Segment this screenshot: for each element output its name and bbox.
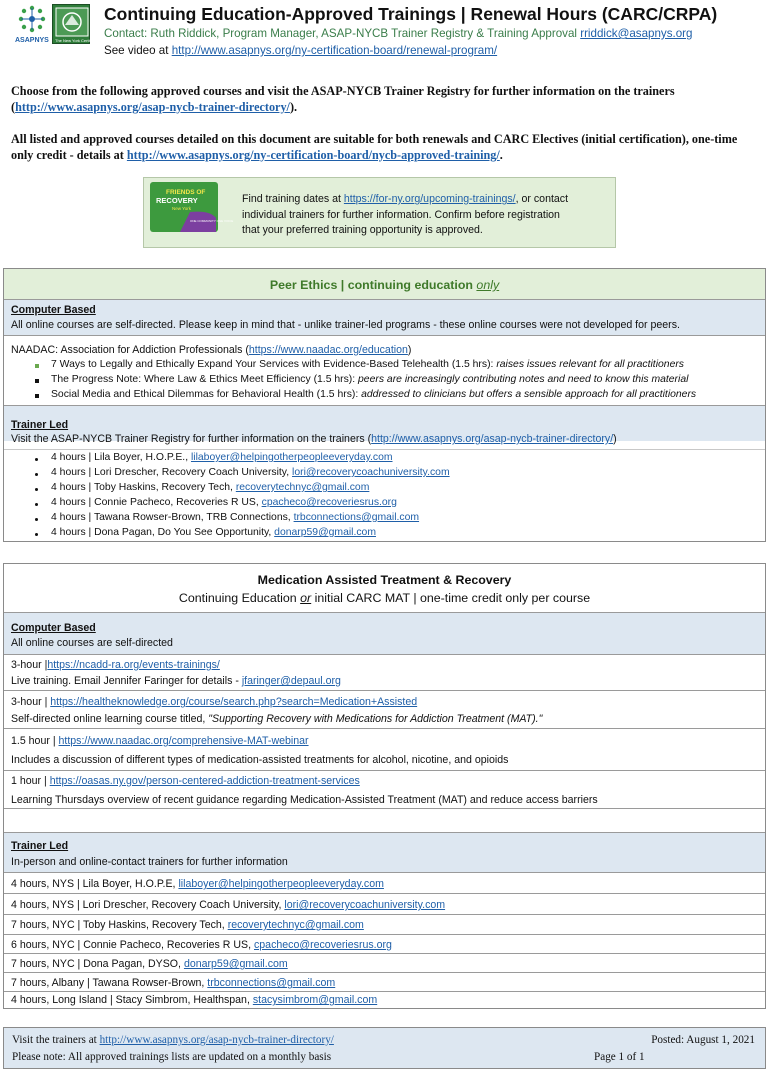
approved-training-link[interactable]: http://www.asapnys.org/ny-certification-board/nycb-approved-training/ bbox=[126, 148, 500, 162]
callout-line-1-suffix: , or contact bbox=[515, 193, 569, 205]
bullet-icon bbox=[35, 394, 39, 398]
mat-course-link-line bbox=[11, 696, 417, 708]
callout-line-3: that your preferred training opportunity is approved. bbox=[242, 224, 483, 236]
mat-course-hours: 3-hour | bbox=[11, 659, 48, 671]
mat-course-hours: 1.5 hour | bbox=[11, 735, 59, 747]
bullet-icon bbox=[35, 473, 38, 476]
mat-course-row bbox=[4, 690, 765, 728]
mat-subtitle-rest: initial CARC MAT | one-time credit only per course bbox=[311, 591, 591, 605]
trainer-email-link[interactable]: lori@recoverycoachuniversity.com bbox=[292, 467, 450, 478]
bullet-icon bbox=[35, 458, 38, 461]
ethics-trainer-item bbox=[51, 497, 397, 508]
contact-email-link[interactable]: rriddick@asapnys.org bbox=[580, 27, 693, 40]
trainer-text: 4 hours | Tawana Rowser-Brown, TRB Connections, bbox=[51, 512, 294, 523]
svg-text:FRIENDS OF: FRIENDS OF bbox=[166, 189, 206, 196]
for-ny-trainings-link[interactable]: https://for-ny.org/upcoming-trainings/ bbox=[343, 193, 516, 205]
callout-line-2: individual trainers for further information. Confirm before registration bbox=[242, 208, 560, 221]
video-link[interactable]: http://www.asapnys.org/ny-certification-board/renewal-program/ bbox=[171, 44, 498, 57]
mat-course-desc bbox=[11, 675, 341, 687]
mat-header bbox=[4, 564, 765, 612]
video-line bbox=[104, 44, 497, 57]
mat-course-row bbox=[4, 654, 765, 690]
trainer-text: 4 hours | Lori Drescher, Recovery Coach University, bbox=[51, 467, 293, 478]
mat-title: Medication Assisted Treatment & Recovery bbox=[257, 573, 512, 587]
posted-date: Posted: August 1, 2021 bbox=[651, 1034, 755, 1046]
bullet-icon bbox=[35, 518, 38, 521]
trainer-email-link[interactable]: trbconnections@gmail.com bbox=[207, 977, 336, 989]
trainer-email-link[interactable]: donarp59@gmail.com bbox=[274, 527, 376, 538]
svg-text:ONE COMMUNITY ONE VOICE: ONE COMMUNITY ONE VOICE bbox=[190, 219, 234, 223]
mat-trainer-line bbox=[11, 994, 377, 1006]
bullet-icon bbox=[35, 503, 38, 506]
trainer-text: 4 hours, NYS | Lila Boyer, H.O.P.E, bbox=[11, 878, 179, 890]
friends-of-recovery-callout bbox=[143, 177, 616, 248]
trainer-text: 4 hours, NYS | Lori Drescher, Recovery Coach University, bbox=[11, 899, 285, 911]
mat-subtitle bbox=[4, 591, 765, 605]
asapnys-logo bbox=[14, 4, 50, 44]
trainer-text: 4 hours, Long Island | Stacy Simbrom, Healthspan, bbox=[11, 994, 253, 1006]
course-name: Social Media and Ethical Dilemmas for Behavioral Health (1.5 hrs): bbox=[51, 389, 362, 400]
mat-course-link[interactable]: https://www.naadac.org/comprehensive-MAT-webinar bbox=[58, 735, 309, 747]
mat-course-link-line bbox=[11, 659, 220, 671]
bullet-icon bbox=[35, 533, 38, 536]
mat-cb-note: All online courses are self-directed bbox=[11, 637, 173, 649]
mat-course-desc: Includes a discussion of different types of medication-assisted treatments for alcohol, nicotine, and opioids bbox=[11, 754, 509, 766]
intro-1-suffix: ). bbox=[289, 100, 298, 114]
peer-ethics-table bbox=[3, 268, 766, 542]
course-note: addressed to clinicians but offers a sensible approach for all practitioners bbox=[361, 389, 697, 400]
mat-subtitle-or: or bbox=[300, 591, 312, 605]
mat-course-link[interactable]: https://ncadd-ra.org/events-trainings/ bbox=[47, 659, 220, 671]
mat-course-hours: 1 hour | bbox=[11, 775, 50, 787]
mat-tl-note: In-person and online-contact trainers for further information bbox=[11, 856, 288, 868]
mat-subtitle-text: Continuing Education bbox=[178, 591, 301, 605]
ethics-naadac-section bbox=[4, 335, 765, 405]
footer-note: Please note: All approved trainings lists are updated on a monthly basis bbox=[12, 1051, 332, 1063]
trainer-text: 7 hours, Albany | Tawana Rowser-Brown, bbox=[11, 977, 208, 989]
svg-text:New York: New York bbox=[172, 206, 192, 211]
naadac-text: NAADAC: Association for Addiction Professionals ( bbox=[11, 344, 249, 356]
ethics-trainer-item bbox=[51, 482, 369, 493]
ethics-cb-heading: Computer Based bbox=[11, 304, 96, 316]
jfaringer-email-link[interactable]: jfaringer@depaul.org bbox=[241, 675, 341, 687]
mat-course-link-line bbox=[11, 735, 309, 747]
trainer-email-link[interactable]: stacysimbrom@gmail.com bbox=[252, 994, 378, 1006]
naadac-course-3[interactable] bbox=[51, 389, 696, 400]
mat-spacer-row bbox=[4, 808, 765, 832]
mat-table bbox=[3, 563, 766, 1009]
intro-2-suffix: . bbox=[499, 148, 503, 162]
page-number: Page 1 of 1 bbox=[594, 1051, 645, 1063]
trainer-text: 4 hours | Toby Haskins, Recovery Tech, bbox=[51, 482, 236, 493]
ethics-trainer-directory-link[interactable]: http://www.asapnys.org/asap-nycb-trainer-directory/ bbox=[371, 433, 614, 445]
trainer-email-link[interactable]: donarp59@gmail.com bbox=[183, 958, 288, 970]
svg-text:RECOVERY: RECOVERY bbox=[156, 196, 198, 205]
footer-visit-text: Visit the trainers at bbox=[12, 1034, 100, 1046]
trainer-text: 7 hours, NYC | Toby Haskins, Recovery Tech, bbox=[11, 919, 228, 931]
ethics-trainer-item bbox=[51, 452, 393, 463]
mat-trainer-row bbox=[4, 893, 765, 914]
naadac-suffix: ) bbox=[407, 344, 412, 356]
naadac-line bbox=[11, 344, 411, 356]
mat-cb-heading: Computer Based bbox=[11, 622, 96, 634]
footer-directory-link[interactable]: http://www.asapnys.org/asap-nycb-trainer-directory/ bbox=[99, 1034, 334, 1046]
mat-course-link[interactable]: https://healtheknowledge.org/course/search.php?search=Medication+Assisted bbox=[50, 696, 418, 708]
course-note: raises issues relevant for all practitioners bbox=[496, 359, 684, 370]
course-note: peers are increasingly contributing notes and need to know this material bbox=[358, 374, 689, 385]
mat-course-row bbox=[4, 728, 765, 770]
mat-computer-based-section bbox=[4, 612, 765, 654]
naadac-course-1[interactable] bbox=[51, 359, 684, 370]
trainer-text: 4 hours | Dona Pagan, Do You See Opportunity, bbox=[51, 527, 275, 538]
mat-course-link-line bbox=[11, 775, 360, 787]
contact-text: Contact: Ruth Riddick, Program Manager, ASAP-NYCB Trainer Registry & Training Approval bbox=[104, 27, 581, 40]
bullet-icon bbox=[35, 488, 38, 491]
svg-text:ASAPNYS: ASAPNYS bbox=[15, 37, 49, 44]
trainer-email-link[interactable]: cpacheco@recoveriesrus.org bbox=[261, 497, 397, 508]
video-label: See video at bbox=[104, 44, 172, 57]
mat-trainer-row bbox=[4, 991, 765, 1008]
mat-trainer-line bbox=[11, 878, 384, 890]
trainer-directory-link[interactable]: http://www.asapnys.org/asap-nycb-trainer-directory/ bbox=[15, 100, 290, 114]
naadac-link[interactable]: https://www.naadac.org/education bbox=[248, 344, 408, 356]
mat-trainer-line bbox=[11, 939, 392, 951]
mat-course-link[interactable]: https://oasas.ny.gov/person-centered-addiction-treatment-services bbox=[49, 775, 360, 787]
intro-2-text: All listed and approved courses detailed on this document are suitable for both renewals and CARC Electives (initial certification), one-time only credit - details at bbox=[11, 132, 738, 162]
page-footer bbox=[3, 1027, 766, 1069]
callout-line-1 bbox=[242, 192, 602, 208]
trainer-text: 4 hours | Connie Pacheco, Recoveries R US, bbox=[51, 497, 262, 508]
course-name: The Progress Note: Where Law & Ethics Meet Efficiency (1.5 hrs): bbox=[51, 374, 359, 385]
naadac-course-2[interactable] bbox=[51, 374, 688, 385]
ethics-tl-note-text: Visit the ASAP-NYCB Trainer Registry for further information on the trainers ( bbox=[11, 433, 372, 445]
mat-course-desc bbox=[11, 713, 542, 725]
trainer-text: 6 hours, NYC | Connie Pacheco, Recoveries R US, bbox=[11, 939, 254, 951]
mat-trainer-row bbox=[4, 934, 765, 953]
mat-tl-heading: Trainer Led bbox=[11, 840, 69, 852]
bullet-icon bbox=[35, 379, 39, 383]
trainer-text: 7 hours, NYC | Dona Pagan, DYSO, bbox=[11, 958, 184, 970]
mat-trainer-row bbox=[4, 914, 765, 934]
mat-trainer-led-section bbox=[4, 832, 765, 872]
nycb-logo bbox=[52, 4, 114, 44]
ethics-trainer-list bbox=[4, 449, 765, 541]
course-name: 7 Ways to Legally and Ethically Expand Your Services with Evidence-Based Telehealth (1.5 hrs): bbox=[51, 359, 497, 370]
mat-course-row bbox=[4, 770, 765, 808]
bullet-icon bbox=[35, 364, 39, 368]
ethics-cb-note: All online courses are self-directed. Please keep in mind that - unlike trainer-led programs - these online courses were not developed for peers. bbox=[11, 319, 680, 331]
callout-line-1-text: Find training dates at bbox=[242, 193, 344, 205]
mat-course-desc: Learning Thursdays overview of recent guidance regarding Medication-Assisted Treatment (MAT) and reduce access barriers bbox=[11, 794, 598, 806]
ethics-trainer-item bbox=[51, 512, 419, 523]
peer-ethics-title-text: Peer Ethics | continuing education bbox=[269, 278, 477, 292]
ethics-trainer-item bbox=[51, 527, 376, 538]
mat-trainer-line bbox=[11, 958, 288, 970]
footer-visit-line bbox=[12, 1034, 334, 1046]
trainer-email-link[interactable]: cpacheco@recoveriesrus.org bbox=[253, 939, 392, 951]
mat-trainer-row bbox=[4, 953, 765, 972]
peer-ethics-header bbox=[4, 269, 765, 299]
mat-course-desc-text: Self-directed online learning course titled, bbox=[11, 713, 209, 725]
peer-ethics-title bbox=[4, 278, 765, 292]
trainer-email-link[interactable]: recoverytechnyc@gmail.com bbox=[227, 919, 364, 931]
mat-trainer-row bbox=[4, 872, 765, 893]
intro-paragraph-1 bbox=[11, 83, 761, 115]
ethics-trainer-item bbox=[51, 467, 450, 478]
callout-text bbox=[242, 192, 602, 239]
trainer-email-link[interactable]: recoverytechnyc@gmail.com bbox=[235, 482, 370, 493]
mat-trainer-line bbox=[11, 899, 445, 911]
mat-course-desc-text: Live training. Email Jennifer Faringer for details - bbox=[11, 675, 242, 687]
trainer-email-link[interactable]: lilaboyer@helpingotherpeopleeveryday.com bbox=[190, 452, 393, 463]
trainer-email-link[interactable]: lilaboyer@helpingotherpeopleeveryday.com bbox=[178, 878, 384, 890]
intro-paragraph-2 bbox=[11, 131, 761, 163]
svg-text:The New York Certification Boa: The New York Certification Board bbox=[55, 38, 114, 43]
mat-trainer-line bbox=[11, 919, 364, 931]
trainer-email-link[interactable]: lori@recoverycoachuniversity.com bbox=[284, 899, 446, 911]
page-title: Continuing Education-Approved Trainings | Renewal Hours (CARC/CRPA) bbox=[104, 4, 718, 24]
trainer-text: 4 hours | Lila Boyer, H.O.P.E., bbox=[51, 452, 191, 463]
ethics-tl-note bbox=[11, 433, 617, 445]
ethics-tl-heading: Trainer Led bbox=[11, 419, 69, 431]
mat-trainer-line bbox=[11, 977, 335, 989]
trainer-email-link[interactable]: trbconnections@gmail.com bbox=[293, 512, 420, 523]
ethics-computer-based-section bbox=[4, 299, 765, 335]
ethics-tl-note-suffix: ) bbox=[613, 433, 617, 445]
mat-course-hours: 3-hour | bbox=[11, 696, 51, 708]
intro-1-text: Choose from the following approved courses and visit the ASAP-NYCB Trainer Registry for further information on the trainers ( bbox=[11, 84, 675, 114]
contact-line bbox=[104, 27, 693, 40]
peer-ethics-title-only: only bbox=[476, 278, 500, 292]
friends-of-recovery-logo bbox=[150, 182, 234, 232]
mat-course-title: "Supporting Recovery with Medications for Addiction Treatment (MAT)." bbox=[208, 713, 543, 725]
mat-trainer-row bbox=[4, 972, 765, 991]
